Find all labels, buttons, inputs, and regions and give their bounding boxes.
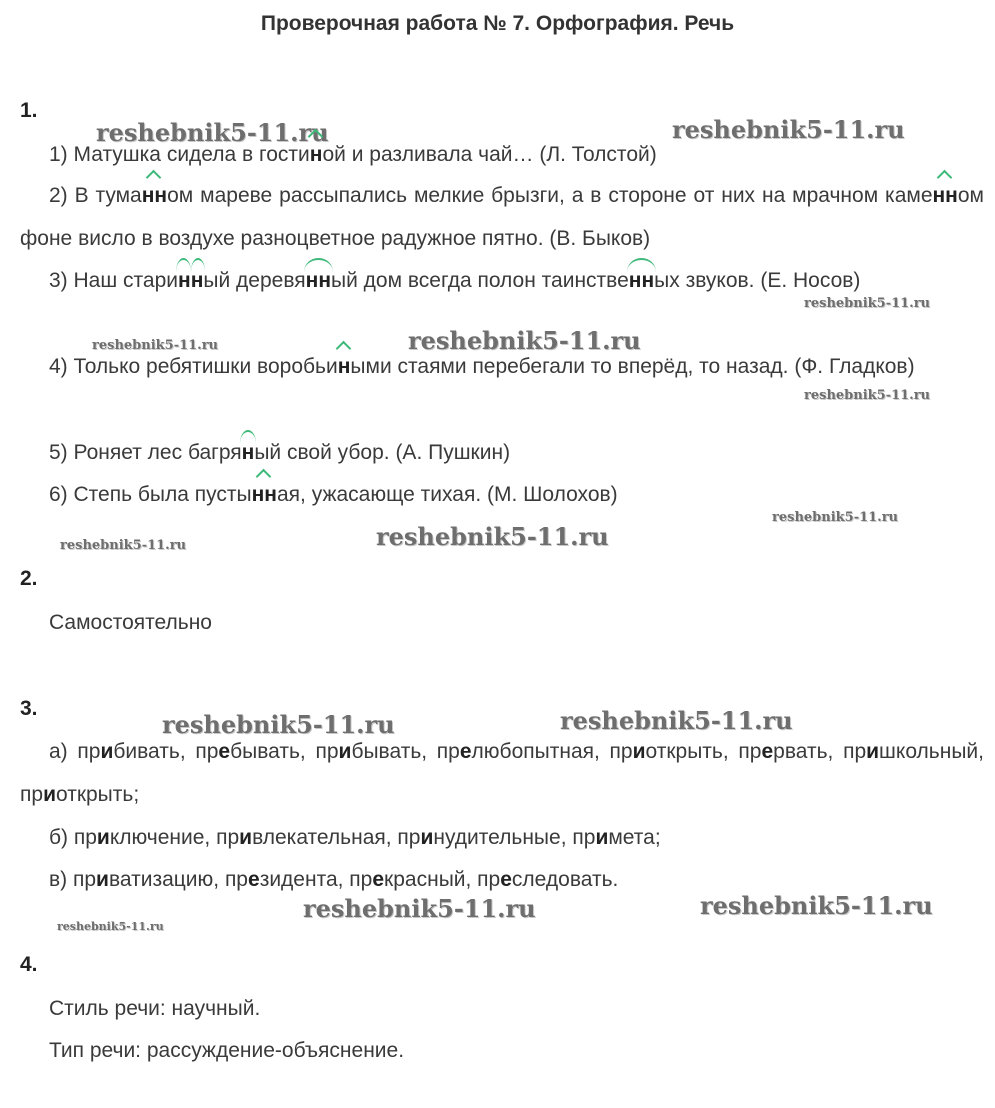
- highlighted-letters: и: [43, 783, 56, 806]
- text-fragment: б) пр: [49, 826, 97, 849]
- task-number: 1.: [20, 99, 38, 122]
- highlighted-letters: н: [309, 143, 323, 166]
- highlighted-letters: е: [248, 868, 260, 891]
- text-fragment: ых звуков. (Е. Носов): [654, 269, 861, 292]
- task1-item-4: [20, 345, 984, 388]
- highlighted-letters: нн: [628, 269, 655, 292]
- highlighted-letters: нн: [141, 184, 168, 207]
- text-fragment: бывать, пр: [351, 740, 460, 763]
- text-fragment: ый деревя: [203, 269, 306, 292]
- speech-type: Тип речи: рассуждение-объяснение.: [49, 1039, 405, 1062]
- highlighted-letters: н: [337, 355, 351, 378]
- task1-item-3: [20, 259, 984, 302]
- watermark: reshebnik5-11.ru: [96, 118, 329, 147]
- text-fragment: нудительные, пр: [433, 826, 596, 849]
- text-fragment: рвать, пр: [773, 740, 867, 763]
- task-number: 4.: [20, 953, 38, 976]
- text-fragment: ый дом всегда полон таинстве: [331, 269, 629, 292]
- highlighted-letters: е: [218, 740, 231, 763]
- highlighted-letters: нн: [305, 269, 332, 292]
- speech-style: Стиль речи: научный.: [49, 997, 261, 1020]
- text-fragment: влекательная, пр: [252, 826, 421, 849]
- text-fragment: 5) Роняет лес багря: [49, 441, 242, 464]
- watermark: reshebnik5-11.ru: [303, 894, 536, 923]
- task-number: 2.: [20, 567, 38, 590]
- text-fragment: бывать, пр: [230, 740, 339, 763]
- watermark: reshebnik5-11.ru: [804, 296, 931, 311]
- highlighted-letters: нн: [251, 483, 277, 506]
- watermark: reshebnik5-11.ru: [560, 706, 793, 735]
- text-fragment: ыми стаями перебегали то вперёд, то назад. (Ф. Гладков): [350, 355, 915, 378]
- highlighted-letters: е: [459, 740, 472, 763]
- text-fragment: 6) Степь была пусты: [49, 483, 252, 506]
- highlighted-letters: и: [100, 740, 114, 763]
- text-fragment: зидента, пр: [259, 868, 373, 891]
- highlighted-letters: и: [866, 740, 880, 763]
- task2-answer: Самостоятельно: [49, 611, 212, 634]
- text-fragment: ый свой убор. (А. Пушкин): [254, 441, 511, 464]
- watermark: reshebnik5-11.ru: [162, 710, 395, 739]
- text-fragment: а) пр: [49, 740, 101, 763]
- highlighted-letters: и: [96, 826, 110, 849]
- text-fragment: в) пр: [49, 868, 97, 891]
- text-fragment: ключение, пр: [109, 826, 240, 849]
- text-fragment: бивать, пр: [113, 740, 219, 763]
- highlighted-letters: е: [761, 740, 774, 763]
- text-fragment: ой и разливала чай… (Л. Толстой): [322, 143, 657, 166]
- text-fragment: ая, ужасающе тихая. (М. Шолохов): [277, 483, 618, 506]
- highlighted-letters: и: [595, 826, 609, 849]
- text-fragment: школьный, пр: [20, 740, 984, 806]
- highlighted-letters: нн: [932, 184, 958, 207]
- watermark: reshebnik5-11.ru: [376, 522, 609, 551]
- text-fragment: ом фоне висло в воздухе разноцветное радужное пятно. (В. Быков): [20, 184, 984, 250]
- highlighted-letters: и: [96, 868, 109, 891]
- text-fragment: следовать.: [511, 868, 619, 891]
- highlighted-letters: и: [338, 740, 352, 763]
- text-fragment: 4) Только ребятишки воробьи: [49, 355, 338, 378]
- text-fragment: красный, пр: [384, 868, 501, 891]
- text-fragment: 1) Матушка сидела в гости: [49, 143, 310, 166]
- highlighted-letters: и: [632, 740, 646, 763]
- task1-item-6: [49, 481, 618, 509]
- text-fragment: открыть;: [55, 783, 140, 806]
- watermark: reshebnik5-11.ru: [804, 388, 931, 403]
- task1-item-2: [20, 174, 984, 260]
- watermark: reshebnik5-11.ru: [672, 115, 905, 144]
- task1-item-5: [49, 439, 510, 467]
- highlighted-letters: е: [372, 868, 385, 891]
- highlighted-letters: н: [241, 441, 255, 464]
- task3-item-b: [49, 824, 661, 852]
- highlighted-letters: и: [420, 826, 434, 849]
- text-fragment: 3) Наш стари: [49, 269, 179, 292]
- text-fragment: любопытная, пр: [471, 740, 633, 763]
- task3-item-a: [20, 730, 984, 816]
- text-fragment: 2) В тума: [49, 184, 142, 207]
- watermark: reshebnik5-11.ru: [700, 891, 933, 920]
- watermark: reshebnik5-11.ru: [60, 538, 187, 553]
- task1-item-1: [49, 141, 657, 169]
- watermark: reshebnik5-11.ru: [57, 920, 164, 933]
- watermark: reshebnik5-11.ru: [92, 338, 219, 353]
- text-fragment: мета;: [608, 826, 661, 849]
- task-number: 3.: [20, 697, 38, 720]
- page-title: Проверочная работа № 7. Орфография. Речь: [260, 12, 735, 35]
- highlighted-letters: нн: [178, 269, 204, 292]
- text-fragment: ом мареве рассыпались мелкие брызги, а в стороне от них на мрачном каме: [167, 184, 933, 207]
- text-fragment: открыть, пр: [645, 740, 762, 763]
- highlighted-letters: е: [500, 868, 512, 891]
- text-fragment: ватизацию, пр: [108, 868, 248, 891]
- watermark: reshebnik5-11.ru: [772, 510, 899, 525]
- watermark: reshebnik5-11.ru: [408, 326, 641, 355]
- highlighted-letters: и: [239, 826, 253, 849]
- task3-item-c: [49, 866, 618, 894]
